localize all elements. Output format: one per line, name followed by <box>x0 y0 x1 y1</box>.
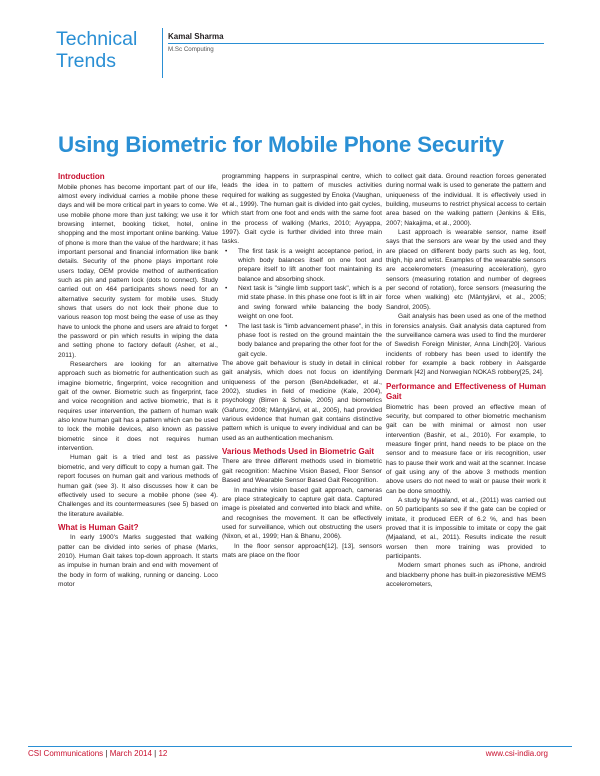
paragraph: In the floor sensor approach[12], [13], sensors mats are place on the floor <box>222 542 382 559</box>
heading-various-methods: Various Methods Used in Biometric Gait <box>222 446 375 456</box>
column-2 <box>222 172 382 560</box>
footer-website[interactable]: www.csi-india.org <box>485 749 548 758</box>
paragraph: Mobile phones has become important part of our life, almost every individual carries a mobile phone these days and will be more critical part in years to come. We use mobile phone more than just talking; we use it for browsing internet, booking ticket, hotel, online shopping and the most important online banking. Value of phone is more than the value of the hardware; it has important personal and financial information like bank details. Security of the phone plays important role users today, OEM provide method of authentication such as pin and pattern lock (dots to connect). Study carried out on 464 participants shows need for an alternative security system for mobile uses. Study shows that users do not lock their phone due to various reason top most being the ease of use as they have to unlock the phone and users are afraid to forget the password or pin which results in wiping the data and setting phone to factory default (Asher, et al., 2011). <box>58 183 218 359</box>
paragraph: Biometric has been proved an effective mean of security, but compared to other biometric mechanism gait can be with minimal or almost non user intervention (Bashir, et al., 2010). For example, to measure finger print, hand needs to be place on the sensor and to measure face or iris recognition, user has to pause their work and wait at the scanner. Incase of gait using any of the above 3 methods mention above users do not need to wait or pause their work it can be done smoothly. <box>386 403 546 495</box>
heading-performance: Performance and Effectiveness of Human Gait <box>386 381 546 402</box>
paragraph: Gait analysis has been used as one of the method in forensics analysis. Gait analysis data captured from the surveillance camera was used to find the murderer of Swedish Foreign Minister, Anna Lindh[20]. Various incidents of robbery has been used to identify the robber for example a back robbery in Aalsgarde Denmark [42] and Norwegian NOKAS robbery[25, 24]. <box>386 313 546 377</box>
header-divider <box>162 28 163 78</box>
heading-what-is-gait: What is Human Gait? <box>58 522 139 532</box>
paragraph: In machine vision based gait approach, cameras are place strategically to capture gait data. Captured image is pixelated and converted into black and white, and recognises the movement. It can be effectively used for surveillance, which out obstructing the users (Nixon, et al., 1999; Han & Bhanu, 2006). <box>222 486 382 541</box>
bullet-list <box>222 247 382 359</box>
paragraph: Modern smart phones such as iPhone, android and blackberry phone has built-in piezoresistive MEMS accelerometers, <box>386 562 546 589</box>
publication-name: CSI Communications <box>28 749 104 758</box>
heading-introduction: Introduction <box>58 172 105 181</box>
list-item: • The last task is "limb advancement phase", in this phase foot is rested on the ground maintain the body balance and preparing the other foot for the gait cycle. <box>238 322 382 359</box>
issue-date: March 2014 <box>109 749 152 758</box>
author-name: Kamal Sharma <box>168 32 224 41</box>
section-title-line1: Technical <box>56 28 138 50</box>
section-title-line2: Trends <box>56 50 116 72</box>
footer-divider <box>28 746 572 747</box>
paragraph: The above gait behaviour is study in detail in clinical gait analysis, which does not focus on identifying uniqueness of the person (BenAbdelkader, et al., 2002), studies in field of medicine (Kale, 2004), psychology (Birren & Schaie, 2005) and biometrics (Gafurov, 2008; Mäntyjärvi, et al., 2005), had provided various evidence that human gait contains distinctive pattern which is unique to every individual and can be used as an authentication mechanism. <box>222 359 382 442</box>
paragraph: In early 1900's Marks suggested that walking patter can be divided into series of phase (Marks, 2010). Human Gait takes top-down approach. It starts as impulse in human brain and end with movement of the body in form of walking, running or dancing. Loco motor <box>58 534 218 589</box>
paragraph: A study by Mjaaland, et al., (2011) was carried out on 50 participants so see if the gate can be copied or imitate, it produced EER of 6.2 %, and has been proved that it is impossible to imitate or copy the gait (Mjaaland, et al., 2011). Results indicate the result worsen then more training was provided to participants. <box>386 497 546 561</box>
footer-publication-info <box>28 749 167 758</box>
separator: | <box>154 749 157 758</box>
section-header <box>56 28 156 72</box>
author-divider <box>168 43 544 44</box>
list-item: • Next task is "single limb support task", which is a mid state phase. In this phase one foot is lift in air and swing forward while balancing the body weight on one foot. <box>238 284 382 321</box>
separator: | <box>105 749 108 758</box>
paragraph: Last approach is wearable sensor, name itself says that the sensors are wear by the used and they are placed on different body parts such as leg, foot, thigh, hip and wrist. Examples of the wearable sensors are accelerometers (measuring acceleration), gyro sensors (measuring rotation and number of degrees per second of rotation), force sensors (measuring the force when walking) etc (Mäntyjärvi, et al., 2005; Sandrol, 2005). <box>386 229 546 311</box>
article-title: Using Biometric for Mobile Phone Security <box>58 132 504 157</box>
paragraph: Researchers are looking for an alternative approach such as biometric for authentication such as imagine biometric, fingerprint, voice recognition and gait of the owner. Biometric such as fingerprint, face and voice recognition and active biometric, that is it requires user intervention, the pattern of human walk also know human gait has a pattern which can be used to lock the mobile devices, also known as passive biometric since it does not requires human intervention. <box>58 361 218 453</box>
list-item: • The first task is a weight acceptance period, in which body balances itself on one foot and prepare itself to lift another foot maintaining its balance and absorbing shock. <box>238 247 382 284</box>
column-3 <box>386 172 546 589</box>
paragraph: to collect gait data. Ground reaction forces generated during normal walk is used to generate the pattern and uniqueness of the individual. It is effectively used in building, museums to restrict physical access to certain area based on the walking pattern (Jenkins & Ellis, 2007; Nakajima, et al., 2000). <box>386 173 546 227</box>
author-role: M.Sc Computing <box>168 46 214 53</box>
paragraph: There are three different methods used in biometric gait recognition: Machine Vision Based, Floor Sensor Based and Wearable Sensor Based Gait Recognition. <box>222 458 382 485</box>
paragraph: programming happens in surpraspinal centre, which leads the idea in to pattern of muscles activities required for walking as suggested by Enoka (Vaughan, et al., 1999). The human gait is divided into gait cycles, which start from one foot and ends with the same foot in the process of walking (Marks, 2010; Ayyappa, 1997). Gait cycle is further divided into three main tasks. <box>222 173 382 246</box>
paragraph: Human gait is a tried and test as passive biometric, and very difficult to copy a human gait. The report focuses on human gait and various methods of human gait (see 3). It also discusses how it can be effectively used to secure a mobile phone (see 4). Challenges and its countermeasures (see 5) based on the literature available. <box>58 454 218 518</box>
page-number: 12 <box>158 749 168 758</box>
column-1 <box>58 172 218 589</box>
